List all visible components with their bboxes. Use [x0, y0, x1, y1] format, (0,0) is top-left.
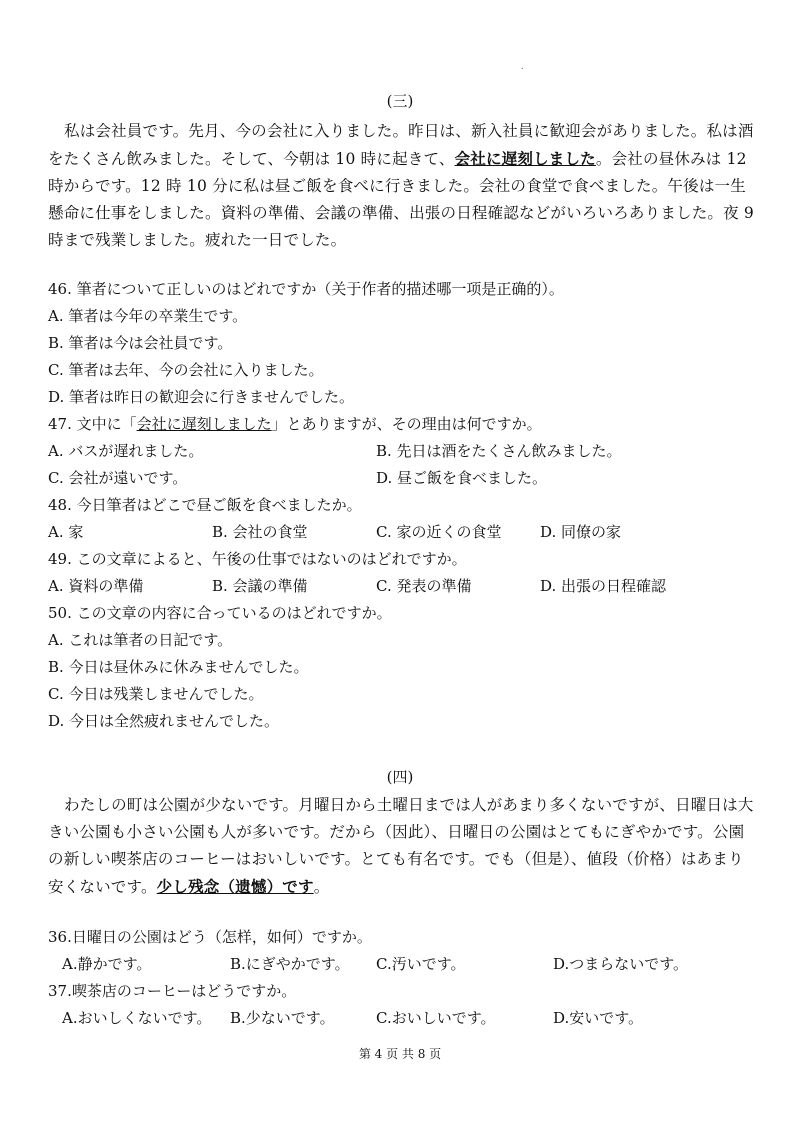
question-47-stem-post: 」とありますが、その理由は何ですか。	[271, 415, 542, 433]
question-47-quote: 会社に遅刻しました	[136, 415, 272, 433]
section-4-title: (四)	[386, 768, 414, 786]
question-47-option-c: C. 会社が遠いです。	[48, 469, 188, 487]
question-50-option-a: A. これは筆者の日記です。	[48, 631, 233, 649]
question-37-option-c: C.おいしいです。	[376, 1009, 496, 1027]
question-36-option-b: B.にぎやかです。	[230, 955, 350, 973]
question-37-option-d: D.安いです。	[553, 1009, 644, 1027]
question-48-option-a: A. 家	[48, 523, 84, 541]
section-4-passage	[48, 792, 758, 901]
question-50-option-c: C. 今日は残業しませんでした。	[48, 685, 264, 703]
question-49-option-d: D. 出張の日程確認	[540, 577, 667, 595]
question-47-option-a: A. バスが遅れました。	[48, 442, 204, 460]
passage-3-part2: 。会社の昼休みは 12 時からです。12 時 10 分に私は昼ご飯を食べに行きました。会社の食堂で食べました。午後は一生懸命に仕事をしました。資料の準備、会議の準備、出張の日程確認などがいろいろありました。夜 9 時まで残業しました。疲れた一日でした。	[48, 150, 754, 249]
passage-4-part1: わたしの町は公園が少ないです。月曜日から土曜日までは人があまり多くないですが、日曜日は大きい公園も小さい公園も人が多いです。だから（因此）、日曜日の公園はとてもにぎやかです。公園の新しい喫茶店のコーヒーはおいしいです。とても有名です。でも（但是）、値段（价格）はあまり安くないです。	[48, 796, 754, 896]
question-48-stem: 48. 今日筆者はどこで昼ご飯を食べましたか。	[48, 496, 362, 514]
passage-4-period: 。	[313, 878, 330, 896]
question-48-option-b: B. 会社の食堂	[212, 523, 308, 541]
passage-3-part1: 私は会社員です。先月、今の会社に入りました。昨日は、新入社員に歓迎会がありました。私は酒をたくさん飲みました。そして、今朝は 10 時に起きて、	[48, 122, 754, 168]
page-footer: 第 4 页 共 8 页	[358, 1047, 442, 1061]
question-36-stem: 36.日曜日の公園はどう（怎样，如何）ですか。	[48, 928, 372, 946]
question-49-stem: 49. この文章によると、午後の仕事ではないのはどれですか。	[48, 550, 467, 568]
question-37-option-b: B.少ないです。	[230, 1009, 335, 1027]
section-3-passage	[48, 118, 758, 254]
section-3-title: (三)	[386, 92, 414, 110]
question-47-option-b: B. 先日は酒をたくさん飲みました。	[376, 442, 622, 460]
question-47-stem-pre: 47. 文中に「	[48, 415, 137, 433]
question-46-option-a: A. 筆者は今年の卒業生です。	[48, 307, 248, 325]
question-37-option-a: A.おいしくないです。	[62, 1009, 212, 1027]
question-49-option-c: C. 発表の準備	[376, 577, 472, 595]
question-46-option-b: B. 筆者は今は会社員です。	[48, 334, 233, 352]
question-37-stem: 37.喫茶店のコーヒーはどうですか。	[48, 982, 297, 1000]
question-50-stem: 50. この文章の内容に合っているのはどれですか。	[48, 604, 392, 622]
question-48-option-c: C. 家の近くの食堂	[376, 523, 502, 541]
question-47-option-d: D. 昼ご飯を食べました。	[376, 469, 548, 487]
question-49-option-b: B. 会議の準備	[212, 577, 308, 595]
question-36-option-d: D.つまらないです。	[553, 955, 689, 973]
question-49-option-a: A. 資料の準備	[48, 577, 144, 595]
question-36-option-a: A.静かです。	[62, 955, 152, 973]
question-50-option-d: D. 今日は全然疲れませんでした。	[48, 712, 280, 730]
question-48-option-d: D. 同僚の家	[540, 523, 622, 541]
question-46-option-d: D. 筆者は昨日の歓迎会に行きませんでした。	[48, 388, 355, 406]
question-36-option-c: C.汚いです。	[376, 955, 466, 973]
scan-dot: .	[521, 62, 524, 71]
passage-4-emphasis: 少し残念（遗憾）です	[156, 877, 314, 896]
question-50-option-b: B. 今日は昼休みに休みませんでした。	[48, 658, 309, 676]
question-46-stem: 46. 筆者について正しいのはどれですか（关于作者的描述哪一项是正确的）。	[48, 280, 564, 298]
question-47-stem	[48, 413, 542, 434]
question-46-option-c: C. 筆者は去年、今の会社に入りました。	[48, 361, 324, 379]
passage-3-emphasis: 会社に遅刻しました	[454, 149, 596, 168]
